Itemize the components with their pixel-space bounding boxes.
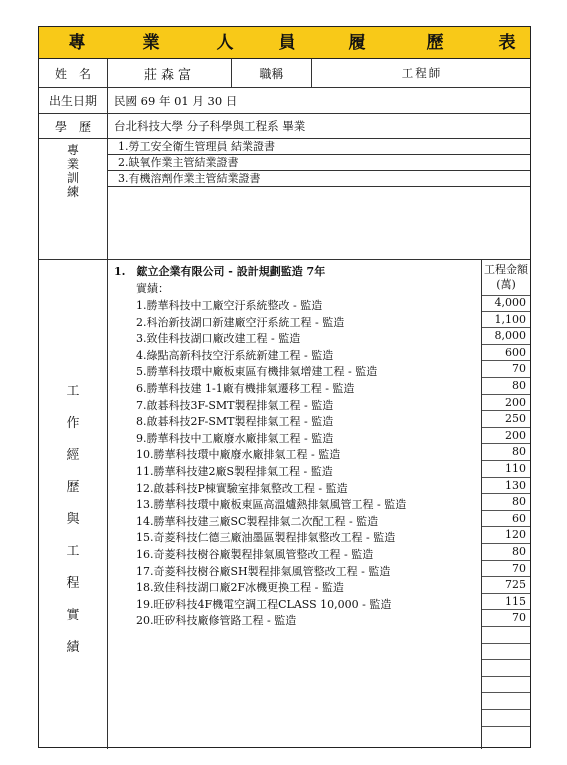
work-label-char: 程 <box>66 576 80 591</box>
job-title-value: 工程師 <box>311 59 532 87</box>
title-char: 表 <box>498 33 516 53</box>
training-item: 3.有機溶劑作業主管結業證書 <box>108 171 530 187</box>
name-label: 姓 名 <box>54 66 91 81</box>
project-item: 6.勝華科技建 1-1廠有機排氣遷移工程 - 監造 <box>136 382 355 395</box>
training-label-char: 業 <box>66 157 79 171</box>
work-row <box>39 260 530 749</box>
empty-amount-row <box>482 644 530 661</box>
project-amount: 600 <box>482 345 530 362</box>
project-item: 2.科治新技湖口新建廠空汙系統工程 - 監造 <box>136 315 345 329</box>
title-char: 專 <box>68 33 86 53</box>
training-label-char: 專 <box>66 143 79 157</box>
project-amount: 200 <box>482 395 530 412</box>
project-item: 20.旺矽科技廠修管路工程 - 監造 <box>136 614 297 628</box>
title-char: 員 <box>278 33 296 53</box>
amount-column <box>481 260 530 749</box>
work-label-char: 績 <box>66 640 80 655</box>
birth-row <box>39 88 530 114</box>
project-item: 9.勝華科技中工廠廢水廠排氣工程 - 監造 <box>136 431 334 445</box>
project-item: 19.旺矽科技4F機電空調工程CLASS 10,000 - 監造 <box>136 597 392 611</box>
amount-list <box>482 295 530 749</box>
project-item: 7.啟碁科技3F-SMT製程排氣工程 - 監造 <box>136 398 334 412</box>
project-amount: 250 <box>482 411 530 428</box>
work-label-char: 經 <box>66 448 80 463</box>
project-amount: 80 <box>482 544 530 561</box>
project-item: 13.勝華科技環中廠板東區高溫爐熱排氣風管工程 - 監造 <box>136 498 407 512</box>
training-item-empty <box>108 187 530 203</box>
resume-table <box>38 26 531 748</box>
training-list <box>107 139 530 259</box>
empty-amount-row <box>482 627 530 644</box>
project-amount: 120 <box>482 527 530 544</box>
project-amount: 8,000 <box>482 328 530 345</box>
education-row <box>39 114 530 139</box>
project-item: 16.奇菱科技樹谷廠製程排氣風管整改工程 - 監造 <box>136 548 374 561</box>
work-label-char: 工 <box>66 544 80 559</box>
work-label-char: 與 <box>66 512 80 527</box>
training-label-char: 練 <box>66 185 79 199</box>
name-value: 莊森富 <box>107 59 231 87</box>
project-item: 5.勝華科技環中廠板東區有機排氣增建工程 - 監造 <box>136 365 378 379</box>
empty-amount-row <box>482 710 530 727</box>
project-amount: 80 <box>482 494 530 511</box>
work-label <box>39 260 107 749</box>
education-value: 台北科技大學 分子科學與工程系 畢業 <box>107 114 530 138</box>
birth-value: 民國 69 年 01 月 30 日 <box>107 88 530 113</box>
work-label-char: 作 <box>66 416 80 431</box>
work-label-char: 歷 <box>66 480 80 495</box>
project-item: 1.勝華科技中工廠空汙系統整改 - 監造 <box>136 299 323 312</box>
title-char: 業 <box>142 33 160 53</box>
project-amount: 130 <box>482 478 530 495</box>
title-char: 履 <box>348 33 366 53</box>
title-row <box>39 27 530 59</box>
project-item: 12.啟碁科技P棟實驗室排氣整改工程 - 監造 <box>136 481 348 495</box>
project-amount: 115 <box>482 594 530 611</box>
project-item: 3.致佳科技湖口廠改建工程 - 監造 <box>136 332 301 346</box>
project-amount: 80 <box>482 444 530 461</box>
job-title-label: 職稱 <box>231 59 311 87</box>
company-heading: 1. 鋐立企業有限公司 - 設計規劃監造 7年 <box>114 265 326 278</box>
project-amount: 200 <box>482 428 530 445</box>
project-item: 14.勝華科技建三廠SC製程排氣二次配工程 - 監造 <box>136 514 379 528</box>
project-item: 10.勝華科技環中廠廢水廠排氣工程 - 監造 <box>136 448 341 462</box>
empty-amount-row <box>482 677 530 694</box>
training-row <box>39 139 530 260</box>
birth-label: 出生日期 <box>48 94 97 108</box>
project-amount: 80 <box>482 378 530 395</box>
amount-header: 工程金額(萬) <box>482 262 530 296</box>
training-item: 2.缺氧作業主管結業證書 <box>108 155 530 171</box>
project-amount: 110 <box>482 461 530 478</box>
project-item: 11.勝華科技建2廠S製程排氣工程 - 監造 <box>136 465 333 478</box>
education-label: 學 歷 <box>54 119 91 134</box>
title-char: 歷 <box>426 33 444 53</box>
work-label-char: 實 <box>66 608 80 623</box>
empty-amount-row <box>482 693 530 710</box>
project-amount: 1,100 <box>482 312 530 329</box>
project-item: 18.致佳科技湖口廠2F冰機更換工程 - 監造 <box>136 581 344 595</box>
project-amount: 70 <box>482 561 530 578</box>
training-label <box>39 139 107 259</box>
project-amount: 4,000 <box>482 295 530 312</box>
work-projects <box>107 260 481 749</box>
project-item: 15.奇菱科技仁德三廠油墨區製程排氣整改工程 - 監造 <box>136 531 396 545</box>
performance-label: 實績： <box>136 282 169 295</box>
project-amount: 60 <box>482 511 530 528</box>
training-label-char: 訓 <box>66 171 79 185</box>
project-item: 8.啟碁科技2F-SMT製程排氣工程 - 監造 <box>136 415 334 429</box>
project-amount: 70 <box>482 361 530 378</box>
name-row <box>39 59 530 88</box>
project-item: 17.奇菱科技樹谷廠SH製程排氣風管整改工程 - 監造 <box>136 564 391 578</box>
title-char: 人 <box>216 33 234 53</box>
project-item: 4.綠點高新科技空汙系統新建工程 - 監造 <box>136 348 334 362</box>
empty-amount-row <box>482 660 530 677</box>
project-amount: 725 <box>482 577 530 594</box>
project-amount: 70 <box>482 610 530 627</box>
training-item: 1.勞工安全衛生管理員 結業證書 <box>108 139 530 155</box>
work-label-char: 工 <box>66 384 80 399</box>
